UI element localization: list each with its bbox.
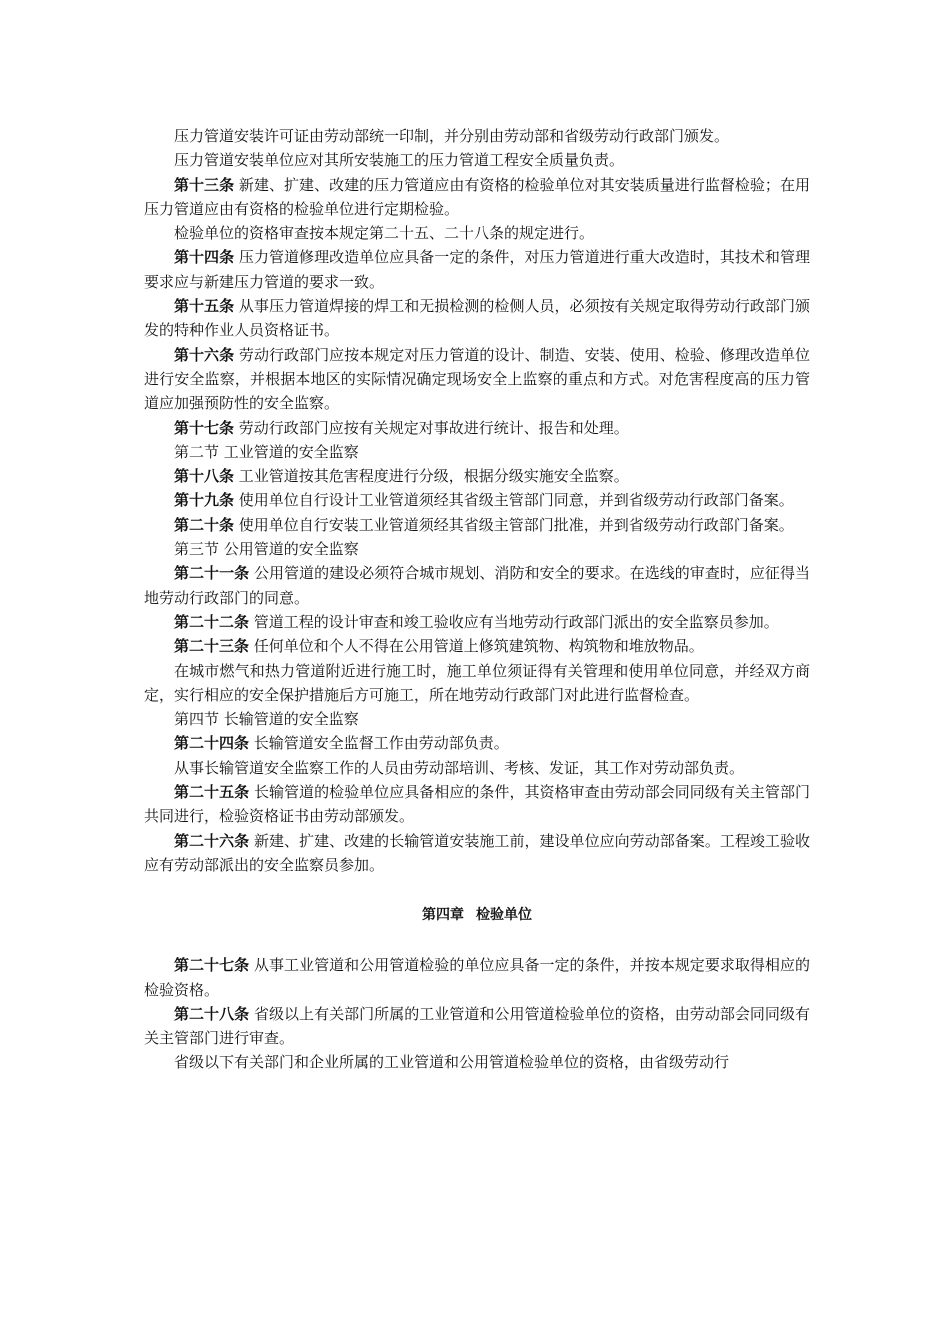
article-number: 第二十八条 (174, 1004, 250, 1023)
paragraph (144, 731, 810, 755)
paragraph (144, 1050, 810, 1074)
paragraph (144, 245, 810, 294)
paragraph (144, 953, 810, 1002)
article-number: 第二十七条 (174, 956, 250, 975)
paragraph (144, 1002, 810, 1051)
paragraph-text: 管道工程的设计审查和竣工验收应有当地劳动行政部门派出的安全监察员参加。 (249, 612, 779, 631)
paragraph (144, 294, 810, 343)
paragraph-text: 第三节 公用管道的安全监察 (174, 540, 359, 559)
article-number: 第二十一条 (174, 564, 250, 583)
paragraph (144, 416, 810, 440)
paragraph (144, 513, 810, 537)
paragraph (144, 610, 810, 634)
paragraph (144, 488, 810, 512)
chapter-heading (144, 903, 810, 927)
paragraph-text: 长输管道安全监督工作由劳动部负责。 (249, 734, 509, 753)
paragraph-text: 第四节 长输管道的安全监察 (174, 710, 359, 729)
paragraph-text: 工业管道按其危害程度进行分级，根据分级实施安全监察。 (234, 467, 629, 486)
article-number: 第二十六条 (174, 831, 250, 850)
document-page (144, 124, 810, 1075)
paragraph-text: 省级以下有关部门和企业所属的工业管道和公用管道检验单位的资格，由省级劳动行 (174, 1053, 730, 1072)
paragraph-text: 在城市燃气和热力管道附近进行施工时，施工单位须证得有关管理和使用单位同意，并经双方商定，实行相应的安全保护措施后方可施工，所在地劳动行政部门对此进行监督检查。 (144, 661, 810, 704)
paragraph-text: 从事工业管道和公用管道检验的单位应具备一定的条件，并按本规定要求取得相应的检验资格。 (144, 956, 810, 999)
paragraph-text: 使用单位自行安装工业管道须经其省级主管部门批准，并到省级劳动行政部门备案。 (234, 515, 794, 534)
paragraph-text: 劳动行政部门应按有关规定对事故进行统计、报告和处理。 (234, 418, 629, 437)
paragraph-text: 从事长输管道安全监察工作的人员由劳动部培训、考核、发证，其工作对劳动部负责。 (174, 758, 745, 777)
paragraph (144, 659, 810, 708)
paragraph-text: 使用单位自行设计工业管道须经其省级主管部门同意，并到省级劳动行政部门备案。 (234, 491, 794, 510)
article-number: 第十六条 (174, 345, 235, 364)
paragraph (144, 440, 810, 464)
paragraph-text: 劳动行政部门应按本规定对压力管道的设计、制造、安装、使用、检验、修理改造单位进行安全监察，并根据本地区的实际情况确定现场安全上监察的重点和方式。对危害程度高的压力管道应加强预防性的安全监察。 (144, 345, 810, 413)
paragraph (144, 561, 810, 610)
article-number: 第二十二条 (174, 612, 250, 631)
article-number: 第十五条 (174, 297, 235, 316)
paragraph (144, 221, 810, 245)
article-number: 第十八条 (174, 467, 235, 486)
chapter-title: 检验单位 (476, 907, 532, 924)
article-number: 第十九条 (174, 491, 235, 510)
article-number: 第二十条 (174, 515, 235, 534)
paragraph (144, 173, 810, 222)
article-number: 第二十四条 (174, 734, 250, 753)
paragraph-text: 检验单位的资格审查按本规定第二十五、二十八条的规定进行。 (174, 224, 595, 243)
paragraph-text: 从事压力管道焊接的焊工和无损检测的检侧人员，必须按有关规定取得劳动行政部门颁发的特种作业人员资格证书。 (144, 297, 810, 340)
paragraph (144, 148, 810, 172)
paragraph (144, 124, 810, 148)
paragraph-text: 公用管道的建设必须符合城市规划、消防和安全的要求。在选线的审查时，应征得当地劳动行政部门的同意。 (144, 564, 810, 607)
paragraph (144, 829, 810, 878)
article-number: 第二十五条 (174, 783, 250, 802)
section-body-after (144, 953, 810, 1074)
article-number: 第十四条 (174, 248, 235, 267)
paragraph-text: 第二节 工业管道的安全监察 (174, 442, 359, 461)
paragraph (144, 537, 810, 561)
paragraph-text: 长输管道的检验单位应具备相应的条件，其资格审查由劳动部会同同级有关主管部门共同进行，检验资格证书由劳动部颁发。 (144, 783, 810, 826)
section-body-before (144, 124, 810, 877)
paragraph (144, 634, 810, 658)
paragraph-text: 新建、扩建、改建的压力管道应由有资格的检验单位对其安装质量进行监督检验；在用压力管道应由有资格的检验单位进行定期检验。 (144, 175, 810, 218)
article-number: 第十七条 (174, 418, 235, 437)
paragraph-text: 任何单位和个人不得在公用管道上修筑建筑物、构筑物和堆放物品。 (249, 637, 704, 656)
article-number: 第十三条 (174, 175, 235, 194)
paragraph-text: 省级以上有关部门所属的工业管道和公用管道检验单位的资格，由劳动部会同同级有关主管部门进行审查。 (144, 1004, 810, 1048)
paragraph-text: 新建、扩建、改建的长输管道安装施工前，建设单位应向劳动部备案。工程竣工验收应有劳动部派出的安全监察员参加。 (144, 831, 810, 874)
article-number: 第二十三条 (174, 637, 250, 656)
paragraph-text: 压力管道安装许可证由劳动部统一印制，并分别由劳动部和省级劳动行政部门颁发。 (174, 127, 730, 145)
paragraph (144, 756, 810, 780)
paragraph (144, 707, 810, 731)
paragraph (144, 780, 810, 829)
paragraph-text: 压力管道安装单位应对其所安装施工的压力管道工程安全质量负责。 (174, 151, 625, 170)
paragraph (144, 343, 810, 416)
paragraph (144, 464, 810, 488)
chapter-number: 第四章 (422, 907, 464, 924)
paragraph-text: 压力管道修理改造单位应具备一定的条件，对压力管道进行重大改造时，其技术和管理要求应与新建压力管道的要求一致。 (144, 248, 810, 291)
